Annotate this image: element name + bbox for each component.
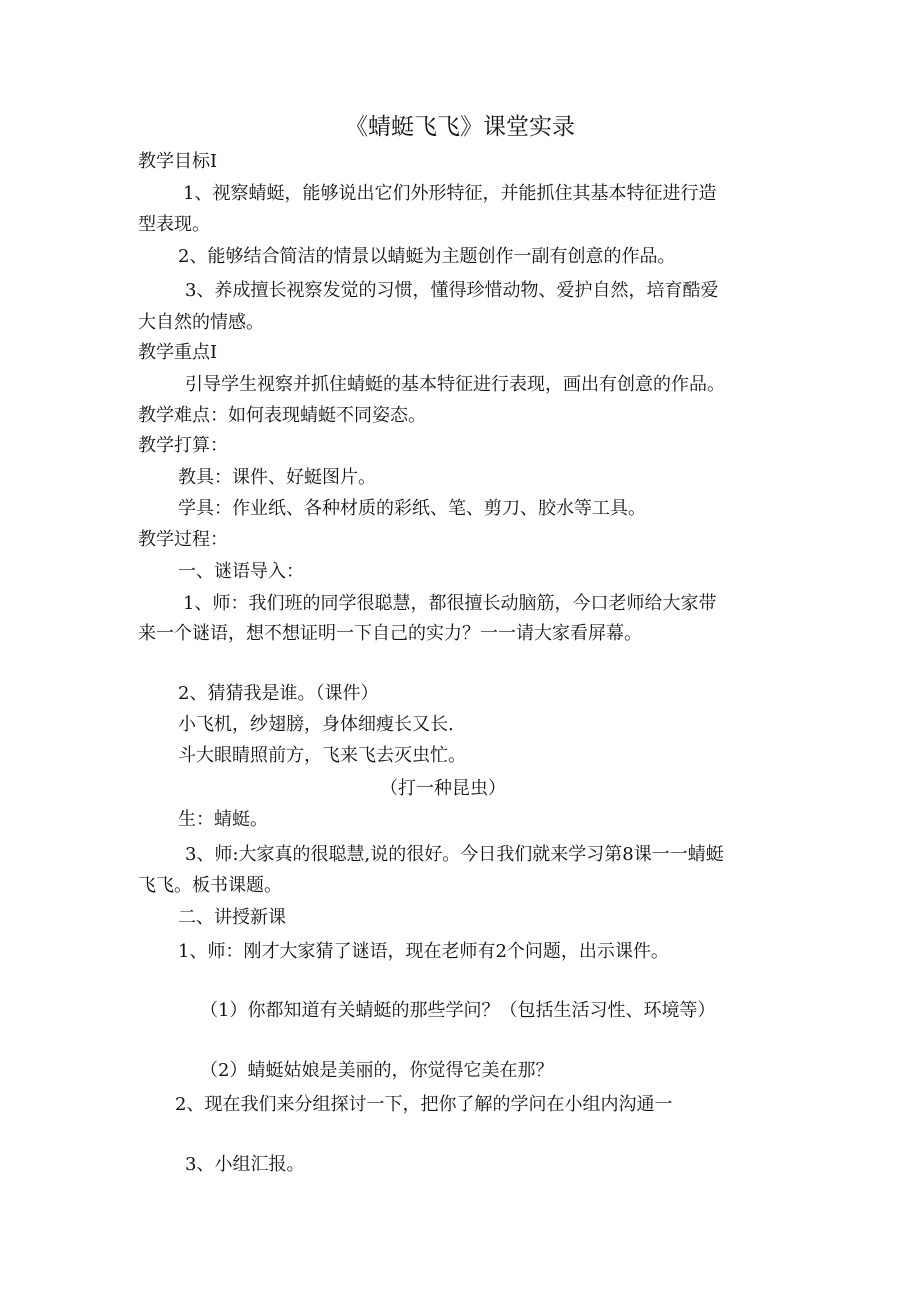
part2-step1: 1、师：刚才大家猜了谜语，现在老师有2个问题，出示课件。	[178, 941, 669, 962]
goal-1-line-1: 1、视察蜻蜓，能够说出它们外形特征，并能抓住其基本特征进行造	[183, 183, 717, 204]
student-tools: 学具：作业纸、各种材质的彩纸、笔、剪刀、胶水等工具。	[178, 498, 646, 519]
riddle-line-2: 斗大眼睛照前方，飞来飞去灭虫忙。	[178, 745, 466, 766]
part1-step3-line-1: 3、师:大家真的很聪慧,说的很好。今日我们就来学习第8课一一蜻蜓	[185, 844, 724, 865]
teacher-tools: 教具：课件、好蜓图片。	[178, 467, 376, 488]
goal-1-line-2: 型表现。	[138, 214, 210, 235]
goals-heading: 教学目标I	[138, 151, 218, 172]
key-points-text: 引导学生视察并抓住蜻蜓的基本特征进行表现，画出有创意的作品。	[185, 374, 725, 395]
goal-3-line-2: 大自然的情感。	[138, 312, 264, 333]
difficulty-text: 教学难点：如何表现蜻蜓不同姿态。	[138, 405, 426, 426]
part1-step3-line-2: 飞飞。板书课题。	[138, 875, 282, 896]
part1-step2: 2、猜猜我是谁。（课件）	[178, 683, 379, 704]
part1-step1-line-2: 来一个谜语，想不想证明一下自己的实力？一一请大家看屏幕。	[138, 623, 642, 644]
goal-3-line-1: 3、养成擅长视察发觉的习惯，懂得珍惜动物、爱护自然，培育酷爱	[185, 280, 719, 301]
key-points-heading: 教学重点I	[138, 342, 218, 363]
part2-step2: 2、现在我们来分组探讨一下，把你了解的学问在小组内沟通一	[175, 1094, 673, 1115]
part2-heading: 二、讲授新课	[178, 907, 286, 928]
part1-heading: 一、谜语导入：	[178, 561, 304, 582]
student-answer: 生：蜻蜓。	[178, 809, 268, 830]
part1-step1-line-1: 1、师：我们班的同学很聪慧，都很擅长动脑筋，今口老师给大家带	[183, 593, 717, 614]
riddle-line-1: 小飞机，纱翅膀，身体细瘦长又长.	[178, 714, 454, 735]
preparation-heading: 教学打算：	[138, 435, 228, 456]
goal-2: 2、能够结合简洁的情景以蜻蜓为主题创作一副有创意的作品。	[178, 246, 676, 267]
process-heading: 教学过程：	[138, 529, 228, 550]
question-2: （2）蜻蜓姑娘是美丽的，你觉得它美在那？	[200, 1060, 554, 1081]
document-title: 《蜻蜓飞飞》课堂实录	[345, 114, 575, 140]
riddle-hint: （打一种昆虫）	[380, 778, 506, 799]
question-1: （1）你都知道有关蜻蜓的那些学问？（包括生活习性、环境等）	[200, 1000, 716, 1021]
part2-step3: 3、小组汇报。	[185, 1154, 305, 1175]
